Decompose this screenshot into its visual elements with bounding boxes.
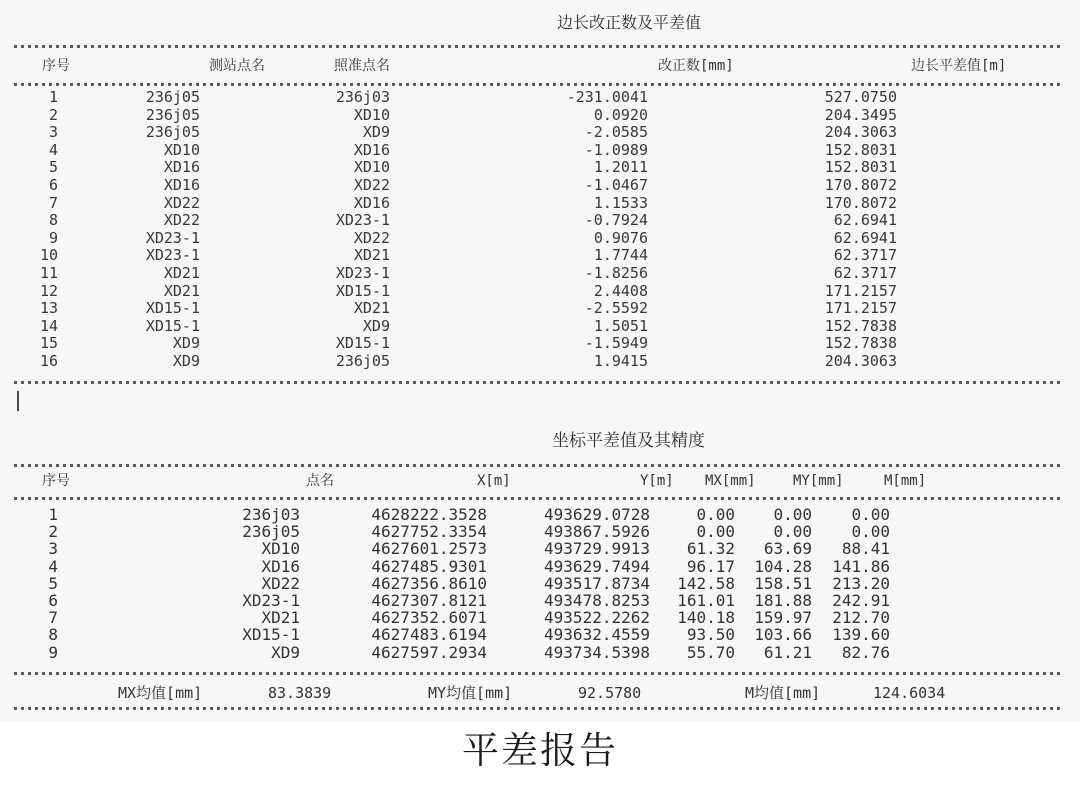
table-row [0,609,1080,626]
cell: 61.21 [763,642,812,662]
cell: 527.0750 [824,88,897,106]
cell: 55.70 [686,642,735,662]
cell: 493734.5398 [544,642,650,662]
coordinate-table-body [0,506,1080,661]
cell: 2 [48,522,58,542]
cell: 11 [39,263,58,282]
mx-mean-label: MX均值[mm] [118,684,203,702]
cell: -1.0989 [584,140,648,159]
cell: 12 [39,281,58,300]
cell: 158.51 [754,573,812,593]
table-row [0,89,1080,107]
header-cell-length: 边长平差值[m] [911,58,1007,74]
cell: 8 [48,211,58,230]
header-cell-station: 测站点名 [209,58,265,74]
table-row [0,159,1080,177]
cell: -231.0041 [566,88,648,106]
cell: 61.32 [686,539,735,559]
header-cell-x: X[m] [477,473,511,489]
header-cell-target: 照准点名 [334,58,390,74]
header-cell-mx: MX[mm] [705,473,756,489]
cell: XD10 [353,105,390,124]
mx-mean-value: 83.3839 [268,684,332,702]
cell: XD15-1 [242,625,300,645]
table-row [0,318,1080,336]
cell: 236j03 [242,505,300,524]
cell: 493629.7494 [544,556,650,576]
cell: 0.00 [696,505,735,524]
cell: 152.8031 [824,158,897,177]
table-row [0,142,1080,160]
cell: -0.7924 [584,211,648,230]
coordinate-table-title: 坐标平差值及其精度 [552,431,705,451]
dashed-divider [14,464,1062,467]
cell: XD23-1 [335,263,390,282]
side-length-table-header-row [0,56,1080,76]
cell: 7 [48,193,58,212]
cell: 236j03 [335,88,390,106]
cell: XD15-1 [145,316,200,335]
cell: XD21 [353,246,390,265]
cell: 5 [48,573,58,593]
cell: 2.4408 [593,281,648,300]
table-row [0,353,1080,371]
table-row [0,300,1080,318]
header-cell-m: M[mm] [884,473,927,489]
cell: 62.3717 [833,246,897,265]
cell: XD15-1 [145,299,200,318]
cell: 10 [39,246,58,265]
dashed-divider [14,707,1062,710]
cell: 171.2157 [824,281,897,300]
cell: 1.9415 [593,351,648,370]
table-row [0,506,1080,523]
cell: 0.00 [696,522,735,542]
table-row [0,558,1080,575]
cell: XD16 [261,556,300,576]
table-row [0,523,1080,540]
cell: 14 [39,316,58,335]
cell: 493867.5926 [544,522,650,542]
cell: 9 [48,642,58,662]
cell: 493729.9913 [544,539,650,559]
table-row [0,265,1080,283]
cell: 62.3717 [833,263,897,282]
cell: 159.97 [754,608,812,628]
cell: 4627485.9301 [371,556,487,576]
cell: -1.0467 [584,175,648,194]
table-row [0,540,1080,557]
cell: 1.1533 [593,193,648,212]
cell: 152.7838 [824,334,897,353]
cell: XD16 [353,140,390,159]
cell: XD23-1 [242,590,300,610]
dashed-divider [14,381,1062,384]
table-row [0,575,1080,592]
side-length-table-title: 边长改正数及平差值 [557,13,702,32]
cell: 4627601.2573 [371,539,487,559]
cell: 6 [48,590,58,610]
table-row [0,195,1080,213]
cell: 140.18 [677,608,735,628]
cell: 62.6941 [833,228,897,247]
header-cell-my: MY[mm] [793,473,844,489]
cell: 15 [39,334,58,353]
cell: XD9 [172,334,200,353]
mean-summary-row [0,683,1080,703]
cell: 0.00 [851,505,890,524]
cell: 236j05 [145,123,200,142]
table-row [0,335,1080,353]
table-row [0,283,1080,301]
cell: XD21 [163,281,200,300]
cell: 236j05 [145,88,200,106]
cell: 1 [48,88,58,106]
cell: 152.7838 [824,316,897,335]
cell: 5 [48,158,58,177]
side-length-table-body [0,89,1080,371]
cell: 6 [48,175,58,194]
cell: 4627352.6071 [371,608,487,628]
report-caption: 平差报告 [462,730,618,771]
cell: -1.5949 [584,334,648,353]
cell: 204.3063 [824,123,897,142]
cell: 62.6941 [833,211,897,230]
cell: 152.8031 [824,140,897,159]
text-cursor-artifact [17,391,19,411]
table-row [0,124,1080,142]
cell: 493522.2262 [544,608,650,628]
dashed-divider [14,83,1062,86]
cell: 8 [48,625,58,645]
cell: 4628222.3528 [371,505,487,524]
cell: -2.0585 [584,123,648,142]
cell: 493517.8734 [544,573,650,593]
cell: 161.01 [677,590,735,610]
cell: 96.17 [686,556,735,576]
cell: 493632.4559 [544,625,650,645]
cell: 4627356.8610 [371,573,487,593]
cell: XD23-1 [335,211,390,230]
coordinate-table-header-row [0,471,1080,491]
cell: XD23-1 [145,228,200,247]
cell: 0.00 [851,522,890,542]
dashed-divider [14,672,1062,675]
table-row [0,644,1080,661]
cell: 4627752.3354 [371,522,487,542]
cell: 139.60 [832,625,890,645]
cell: -2.5592 [584,299,648,318]
cell: 82.76 [841,642,890,662]
cell: 4 [48,556,58,576]
cell: 170.8072 [824,175,897,194]
cell: 0.00 [773,522,812,542]
cell: 4627597.2934 [371,642,487,662]
cell: XD16 [163,158,200,177]
cell: XD22 [163,193,200,212]
cell: 242.91 [832,590,890,610]
cell: 88.41 [841,539,890,559]
cell: -1.8256 [584,263,648,282]
cell: XD15-1 [335,334,390,353]
cell: 212.70 [832,608,890,628]
cell: 7 [48,608,58,628]
cell: 493629.0728 [544,505,650,524]
my-mean-label: MY均值[mm] [428,684,513,702]
cell: XD21 [261,608,300,628]
cell: XD21 [353,299,390,318]
cell: 213.20 [832,573,890,593]
table-row [0,177,1080,195]
cell: 204.3063 [824,351,897,370]
cell: XD9 [362,123,390,142]
table-row [0,230,1080,248]
cell: 63.69 [763,539,812,559]
header-cell-name: 点名 [306,473,334,489]
cell: XD22 [261,573,300,593]
cell: 0.0920 [593,105,648,124]
cell: XD16 [353,193,390,212]
header-cell-y: Y[m] [640,473,674,489]
header-cell-correction: 改正数[mm] [658,58,734,74]
my-mean-value: 92.5780 [578,684,642,702]
cell: XD10 [261,539,300,559]
cell: 1.5051 [593,316,648,335]
cell: 1 [48,505,58,524]
cell: XD22 [353,175,390,194]
cell: 104.28 [754,556,812,576]
cell: 16 [39,351,58,370]
table-row [0,107,1080,125]
cell: XD9 [362,316,390,335]
cell: 3 [48,539,58,559]
cell: 0.00 [773,505,812,524]
cell: XD10 [163,140,200,159]
cell: 3 [48,123,58,142]
cell: XD16 [163,175,200,194]
cell: XD22 [353,228,390,247]
table-row [0,247,1080,265]
cell: 4 [48,140,58,159]
cell: XD15-1 [335,281,390,300]
header-cell-no: 序号 [42,58,70,74]
table-row [0,212,1080,230]
cell: 204.3495 [824,105,897,124]
cell: 4627483.6194 [371,625,487,645]
dashed-divider [14,497,1062,500]
cell: 181.88 [754,590,812,610]
cell: 170.8072 [824,193,897,212]
cell: 9 [48,228,58,247]
header-cell-no: 序号 [42,473,70,489]
cell: 93.50 [686,625,735,645]
cell: XD21 [163,263,200,282]
cell: 236j05 [145,105,200,124]
m-mean-value: 124.6034 [873,684,946,702]
cell: XD22 [163,211,200,230]
cell: 236j05 [335,351,390,370]
cell: 4627307.8121 [371,590,487,610]
m-mean-label: M均值[mm] [745,684,821,702]
cell: 103.66 [754,625,812,645]
cell: 1.2011 [593,158,648,177]
cell: 141.86 [832,556,890,576]
cell: 142.58 [677,573,735,593]
cell: XD9 [172,351,200,370]
cell: 1.7744 [593,246,648,265]
table-row [0,592,1080,609]
cell: 2 [48,105,58,124]
table-row [0,626,1080,643]
cell: 13 [39,299,58,318]
cell: XD9 [271,642,300,662]
dashed-divider [14,45,1062,48]
cell: 171.2157 [824,299,897,318]
cell: XD10 [353,158,390,177]
cell: 0.9076 [593,228,648,247]
cell: XD23-1 [145,246,200,265]
cell: 236j05 [242,522,300,542]
cell: 493478.8253 [544,590,650,610]
